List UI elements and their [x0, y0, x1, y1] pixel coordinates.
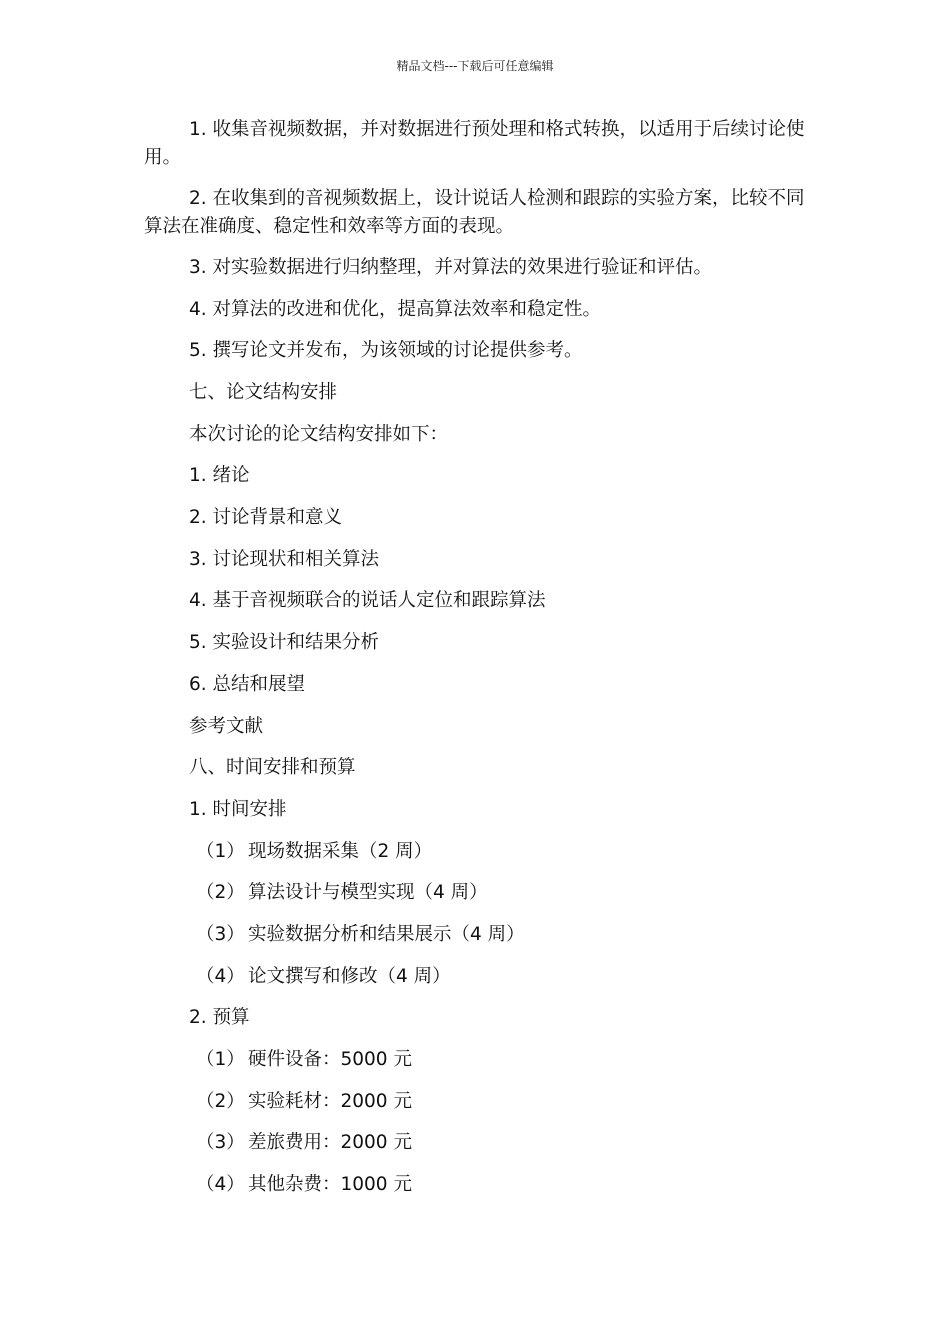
item-text: 现场数据采集（2 周）: [248, 841, 433, 862]
list-item: 4. 基于音视频联合的说话人定位和跟踪算法: [189, 590, 546, 611]
list-item: 1. 绪论: [189, 465, 250, 486]
item-text: 硬件设备：5000 元: [248, 1049, 412, 1070]
item-text: 差旅费用：2000 元: [248, 1132, 412, 1153]
schedule-item: [196, 879, 488, 907]
item-text: 算法设计与模型实现（4 周）: [248, 882, 488, 903]
page-header: 精品文档---下载后可任意编辑: [396, 59, 554, 73]
list-item: 5. 撰写论文并发布，为该领域的讨论提供参考。: [189, 340, 583, 361]
item-number: （2）: [196, 1091, 245, 1112]
paragraph-text: 本次讨论的论文结构安排如下：: [189, 424, 449, 445]
list-item: 2. 讨论背景和意义: [189, 507, 343, 528]
paragraph-1: 1. 收集音视频数据，并对数据进行预处理和格式转换，以适用于后续讨论使用。: [144, 119, 805, 168]
schedule-item: [196, 838, 432, 866]
item-text: 其他杂费：1000 元: [248, 1174, 412, 1195]
list-item: 6. 总结和展望: [189, 674, 306, 695]
item-number: （3）: [196, 1132, 245, 1153]
paragraph-2: 2. 在收集到的音视频数据上，设计说话人检测和跟踪的实验方案，比较不同算法在准确度、稳定性和效率等方面的表现。: [144, 188, 805, 237]
budget-item: [196, 1046, 412, 1074]
list-item: 5. 实验设计和结果分析: [189, 632, 380, 653]
list-item: 3. 讨论现状和相关算法: [189, 549, 380, 570]
item-number: （4）: [196, 966, 245, 987]
section-heading: 七、论文结构安排: [189, 382, 338, 403]
item-number: （3）: [196, 924, 245, 945]
list-item: 参考文献: [189, 716, 264, 737]
list-item: 4. 对算法的改进和优化，提高算法效率和稳定性。: [189, 299, 602, 320]
item-text: 实验数据分析和结果展示（4 周）: [248, 924, 525, 945]
item-text: 论文撰写和修改（4 周）: [248, 966, 451, 987]
section-heading: 八、时间安排和预算: [189, 757, 356, 778]
item-number: （1）: [196, 1049, 245, 1070]
budget-item: [196, 1088, 412, 1116]
item-number: （4）: [196, 1174, 245, 1195]
schedule-item: [196, 963, 451, 991]
subsection-heading: 2. 预算: [189, 1007, 250, 1028]
item-number: （1）: [196, 841, 245, 862]
item-text: 实验耗材：2000 元: [248, 1091, 412, 1112]
budget-item: [196, 1171, 412, 1199]
subsection-heading: 1. 时间安排: [189, 799, 287, 820]
budget-item: [196, 1129, 412, 1157]
schedule-item: [196, 921, 525, 949]
list-item: 3. 对实验数据进行归纳整理，并对算法的效果进行验证和评估。: [189, 257, 713, 278]
item-number: （2）: [196, 882, 245, 903]
